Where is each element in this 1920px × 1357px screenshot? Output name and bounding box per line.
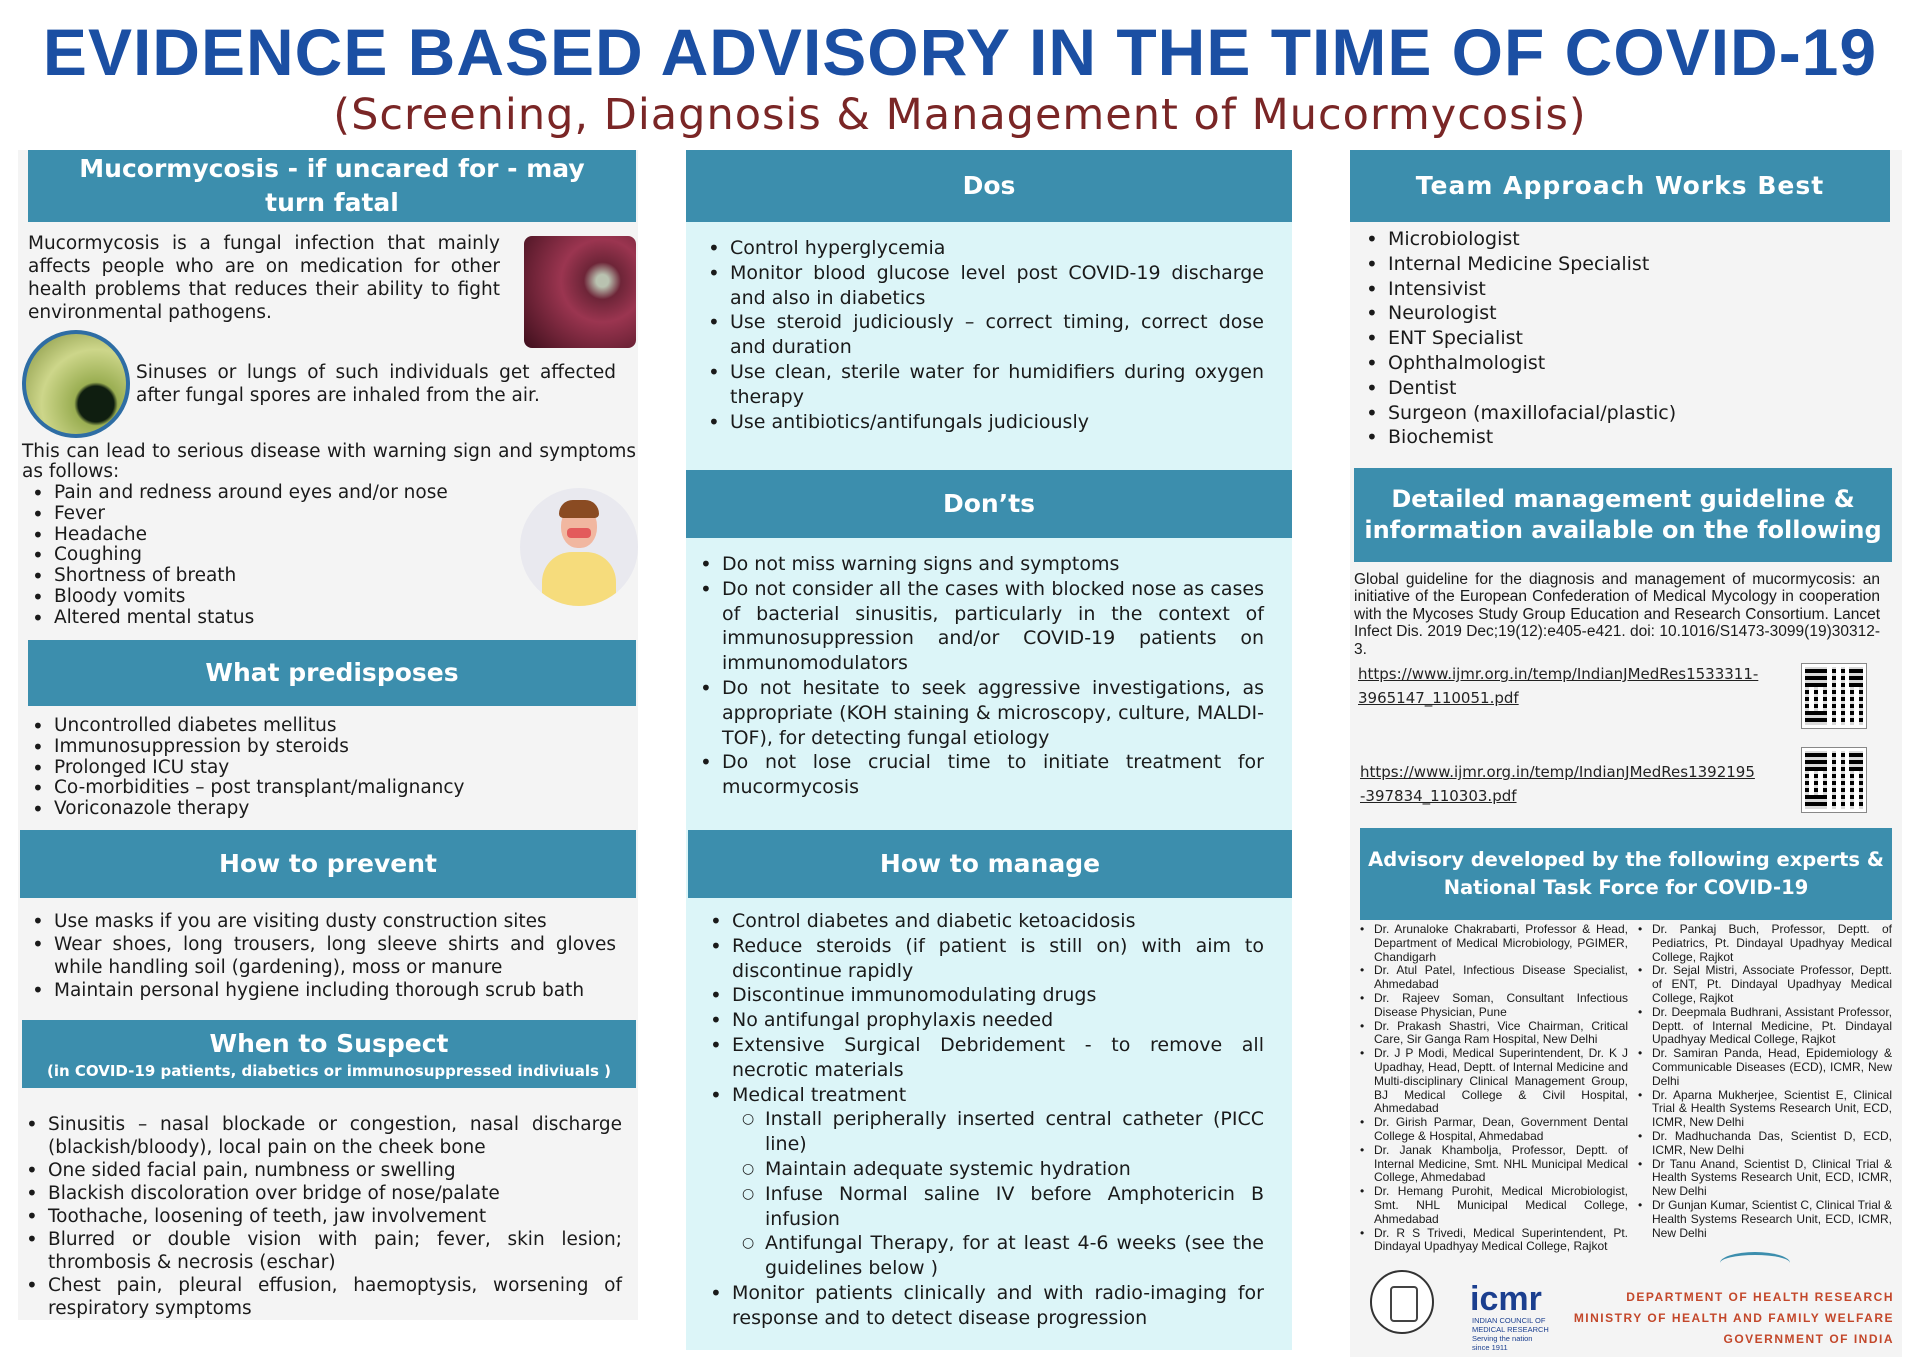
- experts-heading-line1: Advisory developed by the following experts &: [1368, 848, 1884, 871]
- list-item: • Monitor blood glucose level post COVID-19 discharge and also in diabetics: [704, 261, 1264, 311]
- list-item: • Do not lose crucial time to initiate treatment for mucormycosis: [696, 750, 1264, 800]
- fungus-photo: [524, 236, 636, 348]
- list-item: • Wear shoes, long trousers, long sleeve shirts and gloves while handling soil (gardening), moss or manure: [28, 933, 616, 979]
- list-item: ○ Install peripherally inserted central catheter (PICC line): [732, 1107, 1264, 1157]
- fatal-heading-line2: turn fatal: [265, 188, 399, 217]
- donts-list: [696, 552, 1264, 800]
- list-item: • Dr. Atul Patel, Infectious Disease Specialist, Ahmedabad: [1358, 964, 1628, 992]
- list-item: • Coughing: [28, 545, 508, 566]
- suspect-list: [22, 1113, 622, 1320]
- dos-heading-bar: [686, 150, 1292, 222]
- list-item: • Toothache, loosening of teeth, jaw involvement: [22, 1205, 622, 1228]
- guideline-link-2-line1: https://www.ijmr.org.in/temp/IndianJMedRes1392195: [1360, 763, 1755, 781]
- guideline-link-1-line1: https://www.ijmr.org.in/temp/IndianJMedRes1533311-: [1358, 665, 1759, 683]
- list-item: • Use clean, sterile water for humidifiers during oxygen therapy: [704, 360, 1264, 410]
- predisposes-heading: What predisposes: [205, 658, 459, 687]
- icmr-logo-subtitle: INDIAN COUNCIL OF MEDICAL RESEARCH Serving the nation since 1911: [1472, 1316, 1549, 1352]
- list-item: • Fever: [28, 504, 508, 525]
- fatal-lead-text: This can lead to serious disease with warning sign and symptoms as follows:: [22, 441, 636, 482]
- list-item: • Control hyperglycemia: [704, 236, 1264, 261]
- list-item: • Pain and redness around eyes and/or nose: [28, 483, 508, 504]
- guideline-heading-bar: [1354, 468, 1892, 562]
- list-item: • Immunosuppression by steroids: [28, 737, 628, 758]
- qr-code-1: [1802, 664, 1866, 728]
- list-item: [706, 1083, 1264, 1281]
- dos-heading: Dos: [962, 171, 1016, 200]
- suspect-heading-bar: [22, 1020, 636, 1088]
- dept-line-1: DEPARTMENT OF HEALTH RESEARCH: [1626, 1290, 1894, 1304]
- list-item: ○ Maintain adequate systemic hydration: [732, 1157, 1264, 1182]
- guideline-link-1[interactable]: [1358, 662, 1778, 710]
- guideline-link-1-line2: 3965147_110051.pdf: [1358, 689, 1519, 707]
- guideline-reference: Global guideline for the diagnosis and management of mucormycosis: an initiative of the European Confederation of Medical Mycology in cooperation with the Mycoses Study Group Education and Research Consortium. Lancet Infect Dis. 2019 Dec;19(12):e405-e421. doi: 10.1016/S1473-3099(19)30312-3.: [1354, 571, 1880, 658]
- prevent-list: [28, 910, 616, 1002]
- dept-line-2: MINISTRY OF HEALTH AND FAMILY WELFARE: [1573, 1311, 1894, 1325]
- symptom-list: [28, 483, 508, 629]
- poster-subtitle: (Screening, Diagnosis & Management of Mucormycosis): [333, 90, 1587, 140]
- list-item: • Blackish discoloration over bridge of nose/palate: [22, 1182, 622, 1205]
- fatal-sinus-text: Sinuses or lungs of such individuals get affected after fungal spores are inhaled from the air.: [136, 362, 616, 406]
- list-item: • Dr. Sejal Mistri, Associate Professor, Deptt. of ENT, Pt. Dindayal Upadhyay Medical College, Rajkot: [1636, 964, 1892, 1005]
- list-item: • Dr. Janak Khambolja, Professor, Deptt. of Internal Medicine, Smt. NHL Municipal Medical College, Ahmedabad: [1358, 1144, 1628, 1185]
- list-item: • Dr. Prakash Shastri, Vice Chairman, Critical Care, Sir Ganga Ram Hospital, New Delhi: [1358, 1020, 1628, 1048]
- list-item: • Dr Tanu Anand, Scientist D, Clinical Trial & Health Systems Research Unit, ECD, ICMR, New Delhi: [1636, 1158, 1892, 1199]
- national-emblem-seal-icon: [1370, 1270, 1434, 1334]
- list-item: • Extensive Surgical Debridement - to remove all necrotic materials: [706, 1033, 1264, 1083]
- list-item: • Microbiologist: [1362, 227, 1862, 252]
- prevent-heading: How to prevent: [219, 849, 437, 878]
- list-item: • Internal Medicine Specialist: [1362, 252, 1862, 277]
- list-item: • Discontinue immunomodulating drugs: [706, 983, 1264, 1008]
- masked-person-illustration: [520, 488, 638, 606]
- list-item: • Blurred or double vision with pain; fever, skin lesion; thrombosis & necrosis (eschar): [22, 1228, 622, 1274]
- list-item: • Altered mental status: [28, 608, 508, 629]
- list-item: • Do not consider all the cases with blocked nose as cases of bacterial sinusitis, particularly in the context of immunosuppression and/or COVID-19 patients on immunomodulators: [696, 577, 1264, 676]
- list-item: • Shortness of breath: [28, 566, 508, 587]
- list-item: • Biochemist: [1362, 425, 1862, 450]
- icmr-logo: icmr: [1470, 1280, 1542, 1318]
- team-heading-bar: [1350, 150, 1890, 222]
- team-heading: Team Approach Works Best: [1415, 171, 1825, 200]
- list-item: • Do not hesitate to seek aggressive investigations, as appropriate (KOH staining & microscopy, culture, MALDI-TOF), for detecting fungal etiology: [696, 676, 1264, 750]
- fatal-heading-line1: Mucormycosis - if uncared for - may: [79, 154, 585, 183]
- guideline-heading-line1: Detailed management guideline &: [1391, 485, 1855, 513]
- predisposes-heading-bar: [28, 640, 636, 706]
- list-item: • Intensivist: [1362, 277, 1862, 302]
- list-item: • Maintain personal hygiene including thorough scrub bath: [28, 979, 616, 1002]
- list-item: • Surgeon (maxillofacial/plastic): [1362, 401, 1862, 426]
- poster-title: EVIDENCE BASED ADVISORY IN THE TIME OF COVID-19: [42, 15, 1878, 89]
- predisposes-list: [28, 716, 628, 820]
- list-item: • Use masks if you are visiting dusty construction sites: [28, 910, 616, 933]
- experts-heading-bar: [1360, 828, 1892, 920]
- list-item: • Dr Gunjan Kumar, Scientist C, Clinical Trial & Health Systems Research Unit, ECD, ICMR, New Delhi: [1636, 1199, 1892, 1240]
- list-item: • Ophthalmologist: [1362, 351, 1862, 376]
- manage-heading: How to manage: [879, 849, 1101, 878]
- list-item: • Reduce steroids (if patient is still on) with aim to discontinue rapidly: [706, 934, 1264, 984]
- spore-microscope-photo: [22, 330, 130, 438]
- guideline-link-2[interactable]: [1360, 760, 1780, 808]
- list-item: • Prolonged ICU stay: [28, 758, 628, 779]
- list-item: • Dr. Samiran Panda, Head, Epidemiology & Communicable Diseases (ECD), ICMR, New Delhi: [1636, 1047, 1892, 1088]
- list-item: • Dr. Girish Parmar, Dean, Government Dental College & Hospital, Ahmedabad: [1358, 1116, 1628, 1144]
- dos-list: [704, 236, 1264, 434]
- prevent-heading-bar: [20, 830, 636, 898]
- list-item: • Use antibiotics/antifungals judiciously: [704, 410, 1264, 435]
- list-item: • Do not miss warning signs and symptoms: [696, 552, 1264, 577]
- list-item: • Dr. Madhuchanda Das, Scientist D, ECD, ICMR, New Delhi: [1636, 1130, 1892, 1158]
- list-item: • Neurologist: [1362, 301, 1862, 326]
- list-item: • Sinusitis – nasal blockade or congestion, nasal discharge (blackish/bloody), local pain on the cheek bone: [22, 1113, 622, 1159]
- experts-list-col1: [1358, 923, 1628, 1254]
- list-item: • Headache: [28, 525, 508, 546]
- list-item: • Bloody vomits: [28, 587, 508, 608]
- list-item: ○ Infuse Normal saline IV before Amphotericin B infusion: [732, 1182, 1264, 1232]
- medical-treatment-label: Medical treatment: [732, 1083, 907, 1106]
- list-item: • Dr. Rajeev Soman, Consultant Infectious Disease Physician, Pune: [1358, 992, 1628, 1020]
- list-item: • Dentist: [1362, 376, 1862, 401]
- list-item: • No antifungal prophylaxis needed: [706, 1008, 1264, 1033]
- donts-heading: Don’ts: [942, 489, 1036, 518]
- list-item: • Dr. Pankaj Buch, Professor, Deptt. of Pediatrics, Pt. Dindayal Upadhyay Medical College, Rajkot: [1636, 923, 1892, 964]
- dept-line-3: GOVERNMENT OF INDIA: [1723, 1332, 1894, 1346]
- donts-heading-bar: [686, 470, 1292, 538]
- treatment-sublist: [732, 1107, 1264, 1281]
- list-item: • Use steroid judiciously – correct timing, correct dose and duration: [704, 310, 1264, 360]
- list-item: • Dr. Hemang Purohit, Medical Microbiologist, Smt. NHL Municipal Medical College, Ahmedabad: [1358, 1185, 1628, 1226]
- list-item: • Dr. Deepmala Budhrani, Assistant Professor, Deptt. of Internal Medicine, Pt. Dindayal Upadhyay Medical College, Rajkot: [1636, 1006, 1892, 1047]
- guideline-link-2-line2: -397834_110303.pdf: [1360, 787, 1517, 805]
- list-item: • Monitor patients clinically and with radio-imaging for response and to detect disease progression: [706, 1281, 1264, 1331]
- suspect-subheading: (in COVID-19 patients, diabetics or immunosuppressed indiviuals ): [46, 1062, 611, 1080]
- manage-heading-bar: [688, 830, 1292, 898]
- list-item: • Co-morbidities – post transplant/malignancy: [28, 778, 628, 799]
- list-item: • Voriconazole therapy: [28, 799, 628, 820]
- manage-list: [706, 909, 1264, 1331]
- list-item: • Dr. J P Modi, Medical Superintendent, Dr. K J Upadhay, Head, Deptt. of Internal Medicine and Multi-disciplinary Clinical Management Group, BJ Medical College & Civil Hospital, Ahmedabad: [1358, 1047, 1628, 1116]
- list-item: • Chest pain, pleural effusion, haemoptysis, worsening of respiratory symptoms: [22, 1274, 622, 1320]
- guideline-heading-line2: information available on the following: [1364, 516, 1882, 544]
- list-item: • Dr. R S Trivedi, Medical Superintendent, Pt. Dindayal Upadhyay Medical College, Rajkot: [1358, 1227, 1628, 1255]
- list-item: ○ Antifungal Therapy, for at least 4-6 weeks (see the guidelines below ): [732, 1231, 1264, 1281]
- list-item: • Dr. Arunaloke Chakrabarti, Professor & Head, Department of Medical Microbiology, PGIMER, Chandigarh: [1358, 923, 1628, 964]
- experts-list-col2: [1636, 923, 1892, 1240]
- list-item: • Uncontrolled diabetes mellitus: [28, 716, 628, 737]
- list-item: • Dr. Aparna Mukherjee, Scientist E, Clinical Trial & Health Systems Research Unit, ECD, ICMR, New Delhi: [1636, 1089, 1892, 1130]
- suspect-heading: When to Suspect: [209, 1029, 449, 1058]
- fatal-heading-bar: [28, 150, 636, 222]
- team-list: [1362, 227, 1862, 450]
- list-item: • ENT Specialist: [1362, 326, 1862, 351]
- list-item: • Control diabetes and diabetic ketoacidosis: [706, 909, 1264, 934]
- qr-code-2: [1802, 748, 1866, 812]
- dhr-logo-icon: [1720, 1252, 1790, 1274]
- experts-heading-line2: National Task Force for COVID-19: [1443, 876, 1809, 899]
- list-item: • One sided facial pain, numbness or swelling: [22, 1159, 622, 1182]
- fatal-intro: Mucormycosis is a fungal infection that mainly affects people who are on medication for other health problems that reduces their ability to fight environmental pathogens.: [28, 233, 500, 323]
